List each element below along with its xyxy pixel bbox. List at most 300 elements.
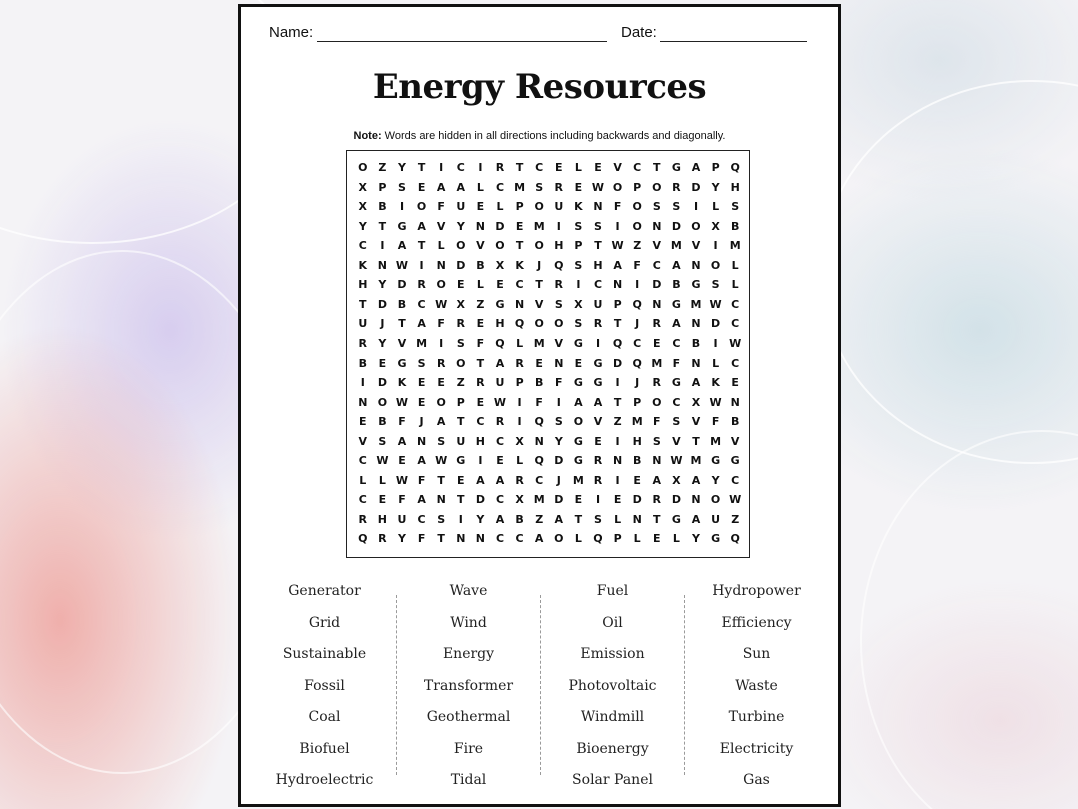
grid-letter: D [554, 454, 564, 468]
grid-letter: O [495, 239, 505, 253]
grid-letter: W [729, 493, 742, 507]
worksheet-header [269, 24, 810, 44]
grid-letter: U [554, 200, 564, 214]
grid-letter: S [456, 336, 465, 350]
word-list-item: Bioenergy [576, 741, 649, 757]
grid-letter: G [671, 161, 681, 174]
grid-letter: P [711, 161, 720, 174]
grid-letter: C [495, 434, 505, 448]
grid-row [347, 314, 749, 334]
grid-letter: N [456, 532, 466, 546]
grid-letter: E [378, 493, 387, 507]
grid-letter: G [730, 454, 740, 468]
instructions-note [241, 130, 838, 142]
grid-letter: D [554, 493, 564, 507]
word-list-item: Efficiency [721, 615, 792, 631]
grid-letter: S [417, 356, 426, 370]
grid-letter: C [672, 336, 681, 350]
grid-letter: G [456, 454, 466, 468]
grid-letter: N [534, 434, 544, 448]
word-list-item: Waste [735, 678, 778, 694]
grid-letter: N [652, 297, 662, 311]
grid-letter: T [457, 415, 465, 429]
grid-letter: C [456, 161, 465, 174]
grid-letter: I [517, 415, 522, 429]
grid-letter: A [417, 493, 426, 507]
grid-letter: M [729, 239, 741, 253]
grid-letter: G [711, 454, 721, 468]
grid-letter: H [632, 434, 642, 448]
grid-letter: B [378, 415, 387, 429]
grid-letter: Y [398, 532, 406, 546]
grid-letter: E [574, 356, 583, 370]
grid-letter: G [593, 376, 603, 390]
grid-letter: I [635, 278, 640, 292]
grid-letter: E [535, 356, 543, 370]
grid-letter: Q [730, 532, 740, 546]
grid-letter: V [476, 239, 485, 253]
grid-letter: E [476, 317, 485, 331]
grid-letter: Q [632, 356, 642, 370]
word-list-item: Electricity [719, 741, 794, 757]
grid-letter: O [710, 258, 721, 272]
grid-letter: G [711, 532, 721, 546]
grid-letter: I [693, 200, 699, 214]
word-list-item: Geothermal [426, 709, 511, 725]
grid-letter: G [573, 336, 583, 350]
grid-letter: D [377, 297, 387, 311]
grid-letter: B [730, 219, 740, 233]
grid-letter: C [652, 258, 661, 272]
grid-letter: O [456, 239, 466, 253]
grid-row [347, 354, 749, 374]
grid-letter: A [652, 473, 662, 487]
word-list-item: Generator [288, 583, 361, 599]
grid-letter: W [709, 297, 722, 311]
word-list-item: Sustainable [282, 646, 367, 662]
grid-letter: Z [613, 415, 622, 429]
grid-letter: O [632, 200, 642, 214]
grid-letter: Y [378, 336, 387, 350]
grid-letter: I [615, 473, 620, 487]
grid-letter: A [593, 395, 603, 409]
grid-row [347, 510, 749, 530]
grid-letter: E [417, 376, 426, 390]
grid-letter: M [416, 336, 428, 350]
grid-letter: X [515, 434, 524, 448]
grid-letter: Q [554, 258, 564, 272]
note-label: Note: [353, 130, 382, 142]
grid-letter: J [380, 317, 385, 331]
word-list-item: Turbine [728, 709, 785, 725]
grid-letter: A [436, 180, 446, 194]
grid-letter: L [574, 532, 582, 546]
grid-letter: A [397, 434, 407, 448]
grid-letter: V [358, 434, 368, 448]
grid-letter: O [358, 161, 368, 174]
grid-letter: L [633, 532, 641, 546]
grid-letter: U [711, 512, 721, 526]
grid-letter: H [730, 180, 740, 194]
grid-letter: A [417, 219, 426, 233]
grid-letter: A [495, 512, 505, 526]
grid-letter: E [476, 200, 485, 214]
grid-letter: C [731, 317, 740, 331]
word-list-item: Sun [742, 646, 771, 662]
grid-letter: N [652, 219, 662, 233]
grid-letter: V [672, 434, 681, 448]
grid-letter: H [358, 278, 368, 292]
grid-letter: D [671, 219, 681, 233]
grid-letter: L [614, 512, 622, 526]
grid-letter: J [635, 376, 640, 390]
grid-row [347, 393, 749, 413]
grid-letter: E [653, 532, 661, 546]
grid-letter: W [591, 180, 605, 194]
grid-letter: V [730, 434, 740, 448]
grid-letter: Q [730, 161, 740, 174]
grid-row [347, 217, 749, 237]
word-list-item: Energy [442, 646, 495, 662]
grid-letter: N [436, 493, 446, 507]
grid-letter: U [397, 512, 407, 526]
grid-letter: O [612, 180, 623, 194]
grid-letter: Q [593, 532, 603, 546]
grid-letter: T [437, 473, 445, 487]
grid-letter: Q [534, 415, 544, 429]
grid-letter: E [457, 473, 465, 487]
grid-row [347, 432, 749, 452]
grid-letter: O [436, 395, 446, 409]
grid-letter: V [436, 219, 446, 233]
grid-row [347, 295, 749, 315]
grid-letter: C [515, 532, 524, 546]
grid-letter: C [633, 336, 642, 350]
grid-letter: G [397, 219, 407, 233]
grid-row [347, 373, 749, 393]
grid-letter: N [691, 493, 701, 507]
note-text: Words are hidden in all directions including backwards and diagonally. [381, 130, 726, 142]
grid-letter: W [709, 395, 722, 409]
grid-letter: I [556, 219, 561, 233]
grid-letter: D [711, 317, 721, 331]
grid-letter: S [652, 200, 661, 214]
word-list-item: Photovoltaic [568, 678, 657, 694]
grid-letter: Y [456, 219, 465, 233]
grid-letter: I [615, 434, 620, 448]
page-title: Energy Resources [372, 67, 707, 107]
grid-letter: S [594, 219, 602, 233]
grid-letter: R [515, 473, 524, 487]
grid-letter: S [672, 200, 681, 214]
grid-letter: P [574, 239, 583, 253]
grid-letter: U [358, 317, 368, 331]
background-swirl [860, 430, 1078, 809]
word-list-item: Oil [602, 615, 623, 631]
grid-letter: K [515, 258, 524, 272]
grid-letter: Q [495, 336, 505, 350]
grid-letter: Q [632, 297, 642, 311]
grid-letter: I [478, 161, 483, 174]
grid-letter: P [515, 376, 524, 390]
grid-row [347, 236, 749, 256]
grid-letter: N [514, 297, 525, 311]
grid-letter: N [416, 434, 427, 448]
grid-row [347, 412, 749, 432]
word-list-item: Hydropower [712, 583, 801, 599]
grid-letter: O [554, 317, 564, 331]
grid-letter: O [377, 395, 388, 409]
grid-letter: S [554, 415, 563, 429]
grid-letter: I [439, 161, 444, 174]
grid-letter: Y [476, 512, 485, 526]
grid-letter: T [378, 219, 387, 233]
grid-letter: E [555, 161, 563, 174]
grid-letter: H [475, 434, 485, 448]
word-column [685, 579, 828, 789]
grid-letter: M [631, 415, 643, 429]
grid-letter: E [653, 336, 661, 350]
grid-letter: F [711, 415, 720, 429]
grid-letter: E [633, 473, 641, 487]
grid-letter: S [535, 180, 544, 194]
grid-letter: T [574, 512, 583, 526]
grid-letter: C [633, 161, 642, 174]
grid-letter: X [358, 180, 368, 194]
word-list-item: Hydroelectric [275, 772, 374, 788]
grid-letter: A [613, 258, 622, 272]
grid-letter: C [495, 180, 505, 194]
grid-letter: F [555, 376, 563, 390]
grid-letter: J [635, 317, 640, 331]
grid-letter: W [376, 454, 389, 468]
grid-letter: R [358, 512, 368, 526]
grid-letter: X [515, 493, 524, 507]
grid-letter: R [554, 278, 564, 292]
word-list-item: Biofuel [299, 741, 350, 757]
grid-letter: F [672, 356, 681, 370]
grid-letter: A [691, 473, 701, 487]
grid-letter: J [556, 473, 561, 487]
name-label: Name: [269, 24, 314, 41]
grid-letter: N [691, 317, 701, 331]
word-list-item: Tidal [450, 772, 487, 788]
grid-letter: N [377, 258, 387, 272]
grid-letter: W [395, 473, 409, 487]
grid-letter: A [534, 532, 544, 546]
grid-letter: Y [711, 473, 720, 487]
word-list-item: Transformer [423, 678, 514, 694]
grid-letter: S [652, 434, 661, 448]
grid-letter: T [515, 161, 524, 174]
grid-letter: A [436, 415, 446, 429]
grid-letter: F [437, 200, 445, 214]
grid-row [347, 178, 749, 198]
grid-letter: L [574, 161, 582, 174]
grid-letter: R [593, 454, 603, 468]
grid-letter: I [615, 376, 620, 390]
grid-letter: T [417, 161, 426, 174]
grid-letter: O [652, 395, 662, 409]
grid-letter: T [535, 278, 543, 292]
grid-letter: L [476, 180, 484, 194]
grid-letter: N [436, 258, 446, 272]
grid-letter: Y [711, 180, 720, 194]
grid-letter: Z [378, 161, 387, 174]
grid-letter: I [360, 376, 365, 390]
grid-letter: A [672, 258, 681, 272]
grid-letter: L [516, 454, 524, 468]
grid-letter: V [397, 336, 407, 350]
grid-letter: N [730, 395, 740, 409]
grid-letter: L [731, 258, 739, 272]
grid-row [347, 275, 749, 295]
grid-letter: B [691, 336, 701, 350]
grid-letter: H [593, 258, 603, 272]
grid-letter: B [632, 454, 642, 468]
grid-letter: C [476, 415, 485, 429]
grid-letter: W [435, 454, 448, 468]
grid-letter: Y [398, 161, 406, 174]
grid-letter: H [377, 512, 387, 526]
word-list-item: Grid [308, 615, 341, 631]
grid-letter: C [535, 161, 544, 174]
grid-letter: L [731, 278, 739, 292]
grid-letter: A [691, 512, 701, 526]
grid-letter: D [613, 356, 623, 370]
grid-letter: T [437, 532, 445, 546]
grid-letter: I [419, 258, 424, 272]
grid-letter: D [377, 376, 387, 390]
grid-letter: I [458, 512, 463, 526]
grid-letter: I [556, 395, 561, 409]
word-search-grid [346, 150, 750, 558]
grid-letter: P [515, 200, 524, 214]
grid-letter: C [417, 512, 426, 526]
grid-letter: E [594, 434, 602, 448]
grid-letter: J [419, 415, 424, 429]
grid-letter: R [554, 180, 564, 194]
grid-letter: F [417, 473, 426, 487]
word-column [541, 579, 684, 789]
grid-letter: B [534, 376, 544, 390]
grid-letter: L [712, 200, 720, 214]
grid-letter: E [417, 180, 426, 194]
grid-letter: N [632, 512, 642, 526]
grid-letter: A [554, 512, 564, 526]
grid-letter: E [594, 161, 602, 174]
grid-letter: Y [554, 434, 563, 448]
grid-letter: R [495, 161, 505, 174]
grid-letter: L [516, 336, 524, 350]
grid-letter: A [456, 180, 466, 194]
grid-letter: S [731, 200, 740, 214]
grid-letter: R [417, 278, 426, 292]
grid-letter: A [691, 376, 701, 390]
grid-letter: K [358, 258, 368, 272]
grid-letter: P [633, 180, 642, 194]
grid-letter: L [378, 473, 386, 487]
grid-letter: I [615, 219, 620, 233]
grid-letter: E [437, 376, 445, 390]
word-list-item: Fossil [304, 678, 345, 694]
grid-letter: W [670, 454, 683, 468]
grid-letter: E [574, 180, 583, 194]
grid-letter: C [495, 493, 505, 507]
grid-letter: C [358, 493, 367, 507]
grid-letter: E [731, 376, 739, 390]
grid-letter: O [632, 219, 642, 233]
grid-letter: R [495, 415, 505, 429]
grid-letter: L [476, 278, 484, 292]
grid-letter: E [457, 278, 465, 292]
grid-letter: N [593, 200, 603, 214]
grid-letter: C [672, 395, 681, 409]
grid-letter: B [358, 356, 367, 370]
grid-letter: O [691, 219, 701, 233]
grid-letter: N [358, 395, 368, 409]
grid-letter: N [554, 356, 564, 370]
grid-letter: W [395, 258, 409, 272]
grid-letter: E [398, 454, 406, 468]
grid-letter: E [496, 278, 504, 292]
grid-letter: A [495, 473, 505, 487]
grid-letter: E [359, 415, 367, 429]
grid-letter: B [672, 278, 681, 292]
grid-letter: X [358, 200, 368, 214]
grid-letter: L [712, 356, 720, 370]
grid-letter: E [515, 219, 524, 233]
grid-letter: T [476, 356, 485, 370]
grid-letter: S [594, 512, 602, 526]
grid-letter: A [476, 473, 485, 487]
grid-letter: V [593, 415, 603, 429]
grid-row [347, 158, 749, 178]
date-label: Date: [621, 24, 657, 41]
grid-letter: G [671, 376, 681, 390]
grid-letter: Z [456, 376, 465, 390]
grid-letter: Q [514, 317, 525, 331]
grid-letter: L [496, 200, 504, 214]
grid-letter: L [359, 473, 367, 487]
word-list-item: Windmill [580, 709, 645, 725]
grid-letter: Q [358, 532, 368, 546]
grid-letter: S [437, 512, 446, 526]
grid-row [347, 529, 749, 549]
word-list-item: Coal [308, 709, 341, 725]
grid-letter: A [672, 317, 681, 331]
grid-letter: F [535, 395, 543, 409]
grid-letter: S [574, 219, 583, 233]
grid-letter: T [653, 512, 661, 526]
grid-letter: C [358, 454, 367, 468]
grid-letter: G [495, 297, 505, 311]
grid-letter: Z [476, 297, 485, 311]
grid-letter: B [476, 258, 485, 272]
grid-letter: U [495, 376, 505, 390]
grid-letter: O [436, 278, 446, 292]
grid-letter: E [496, 454, 504, 468]
grid-letter: J [537, 258, 542, 272]
grid-letter: G [691, 278, 701, 292]
grid-letter: D [671, 493, 681, 507]
grid-letter: M [533, 336, 545, 350]
grid-letter: D [495, 219, 505, 233]
grid-row [347, 256, 749, 276]
grid-letter: I [399, 200, 405, 214]
worksheet [238, 4, 841, 807]
grid-letter: P [378, 180, 387, 194]
